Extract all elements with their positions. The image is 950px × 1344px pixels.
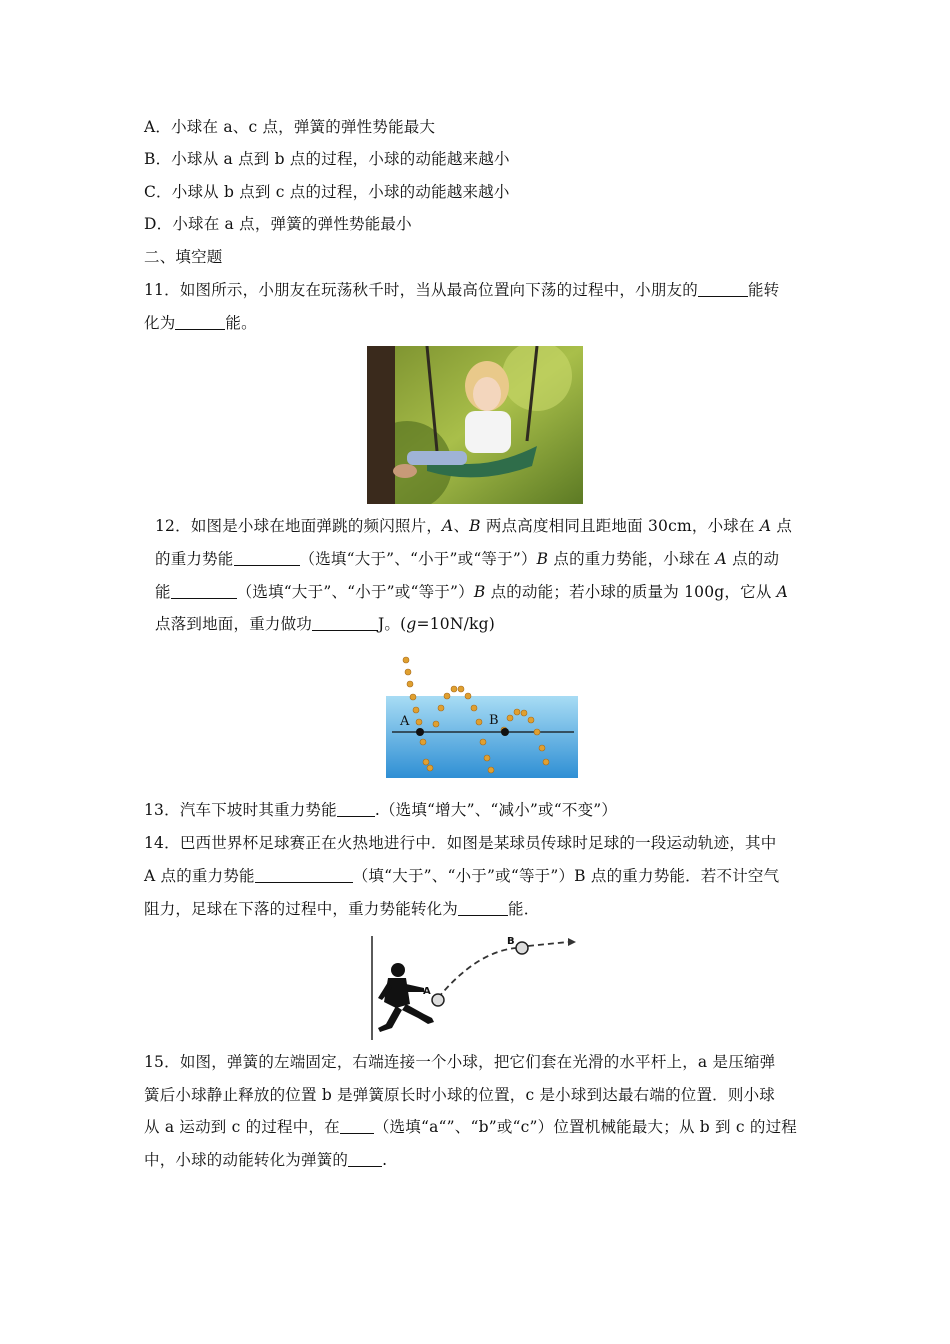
q15-text: （选填“a“”、“b”或“c”）位置机械能最大；从 b 到 c 的过程 (373, 1118, 797, 1136)
q13-blank (337, 802, 375, 817)
bouncing-ball-illustration (386, 652, 578, 778)
q13-text: 13．汽车下坡时其重力势能 (144, 801, 337, 819)
q14-text: （填“大于”、“小于”或“等于”）B 点的重力势能．若不计空气 (352, 867, 780, 885)
q14-line1: 14．巴西世界杯足球赛正在火热地进行中．如图是某球员传球时足球的一段运动轨迹，其中 (144, 834, 777, 852)
q12-line2 (155, 549, 825, 569)
q14-blank-2 (458, 901, 508, 916)
q14-line2 (144, 866, 814, 886)
fig14-label-b: B (507, 936, 515, 947)
q15-blank-2 (348, 1152, 382, 1167)
q14-text: 阻力，足球在下落的过程中，重力势能转化为 (144, 900, 459, 918)
q13-line (144, 800, 814, 820)
q11-text: 11．如图所示，小朋友在玩荡秋千时，当从最高位置向下荡的过程中，小朋友的 (144, 281, 698, 299)
q12-text: （选填“大于”、“小于”或“等于”） (236, 583, 474, 601)
q12-line4 (155, 614, 825, 634)
q12-point-a: A (776, 583, 789, 601)
q14-blank-1 (255, 868, 353, 883)
q15-text: . (382, 1151, 388, 1169)
option-a: A．小球在 a、c 点，弹簧的弹性势能最大 (144, 118, 436, 136)
q12-g: g (406, 615, 417, 633)
soccer-figure (366, 932, 578, 1044)
q15-line3 (144, 1117, 814, 1137)
q12-text: 能 (155, 583, 171, 601)
q15-line1: 15．如图，弹簧的左端固定，右端连接一个小球，把它们套在光滑的水平杆上，a 是压缩弹 (144, 1053, 776, 1071)
q12-blank-1 (234, 551, 300, 566)
option-b: B．小球从 a 点到 b 点的过程，小球的动能越来越小 (144, 150, 510, 168)
q15-text: 从 a 运动到 c 的过程中，在 (144, 1118, 340, 1136)
q11-line1 (144, 280, 814, 300)
q12-point-a: A (442, 517, 454, 535)
fig12-label-b: B (489, 713, 499, 728)
q12-text: 点的动 (726, 550, 780, 568)
q12-text: 点落到地面，重力做功 (155, 615, 313, 633)
option-d: D．小球在 a 点，弹簧的弹性势能最小 (144, 215, 412, 233)
option-c: C．小球从 b 点到 c 点的过程，小球的动能越来越小 (144, 183, 510, 201)
q12-text: 12．如图是小球在地面弹跳的频闪照片， (155, 517, 443, 535)
q12-text: 点的重力势能，小球在 (548, 550, 716, 568)
q15-blank-1 (340, 1119, 374, 1134)
q12-text: J。( (378, 615, 407, 633)
q12-point-b: B (473, 583, 486, 601)
soccer-illustration (366, 932, 578, 1044)
q13-text: .（选填“增大”、“减小”或“不变”） (374, 801, 618, 819)
q15-line2: 簧后小球静止释放的位置 b 是弹簧原长时小球的位置，c 是小球到达最右端的位置．则小球 (144, 1086, 775, 1104)
q12-line3 (155, 582, 825, 602)
fig12-label-a: A (400, 714, 410, 729)
swing-photo (367, 346, 583, 504)
q11-blank-2 (175, 315, 225, 330)
fig14-label-a: A (423, 986, 431, 997)
q11-line2 (144, 313, 814, 333)
q12-text: 点 (771, 517, 793, 535)
q14-text: A 点的重力势能 (144, 867, 255, 885)
q12-text: 两点高度相同且距地面 30cm，小球在 (480, 517, 760, 535)
q14-text: 能． (508, 900, 540, 918)
q12-text: 的重力势能 (155, 550, 234, 568)
q12-text: 点的动能；若小球的质量为 100g，它从 (485, 583, 777, 601)
q12-point-a: A (759, 517, 772, 535)
q11-text: 能转 (747, 281, 780, 299)
swing-illustration (367, 346, 583, 504)
bouncing-ball-figure (386, 652, 578, 778)
q11-blank-1 (698, 282, 748, 297)
section-title: 二、填空题 (144, 248, 223, 266)
q15-text: 中，小球的动能转化为弹簧的 (144, 1151, 349, 1169)
q14-line3 (144, 899, 814, 919)
q12-blank-3 (312, 616, 378, 631)
q11-text: 能。 (225, 314, 257, 332)
q12-blank-2 (171, 584, 237, 599)
q11-text: 化为 (144, 314, 176, 332)
q12-line1 (155, 516, 825, 536)
q15-line4 (144, 1150, 814, 1170)
q12-point-b: B (469, 517, 481, 535)
q12-text: 、 (453, 517, 470, 535)
q12-point-a: A (715, 550, 727, 568)
q12-point-b: B (536, 550, 549, 568)
q12-text: （选填“大于”、“小于”或“等于”） (299, 550, 537, 568)
q12-text: =10N/kg) (416, 615, 495, 633)
